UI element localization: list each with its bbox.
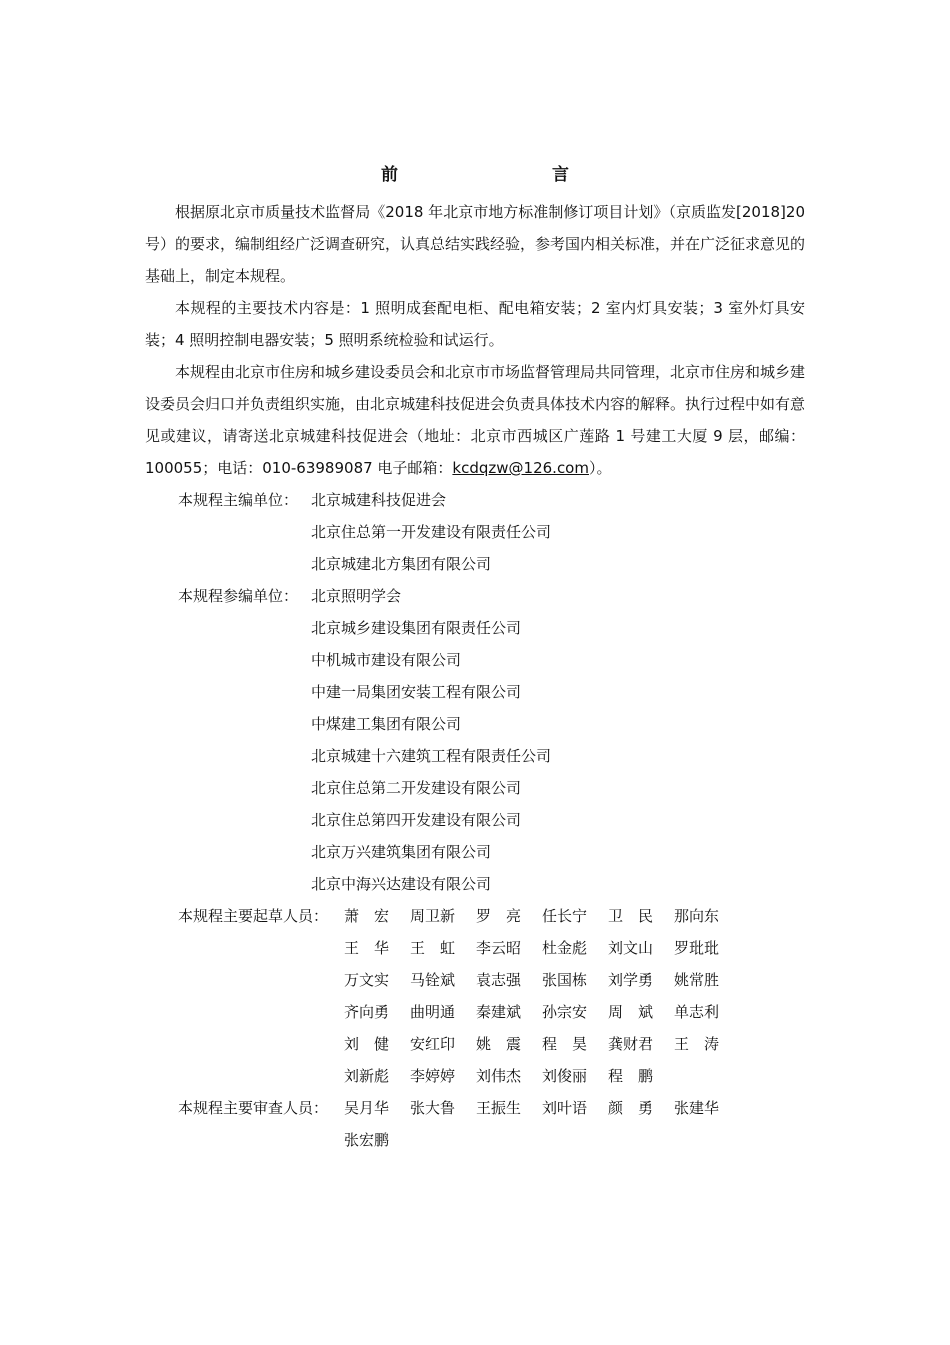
participant-unit: 中机城市建设有限公司 — [311, 651, 462, 669]
chief-units-block — [145, 484, 805, 580]
document-body — [145, 196, 805, 1156]
drafter-name: 姚 震 — [476, 1035, 522, 1053]
drafter-name: 罗玭玭 — [674, 939, 720, 957]
drafter-name: 卫 民 — [608, 907, 654, 925]
drafter-name: 孙宗安 — [542, 1003, 588, 1021]
drafter-name: 程 鹏 — [608, 1067, 654, 1085]
reviewer-name: 刘叶语 — [542, 1099, 588, 1117]
drafter-name: 李婷婷 — [410, 1067, 456, 1085]
drafter-name: 周 斌 — [608, 1003, 654, 1021]
reviewers-block — [145, 1092, 805, 1156]
drafters-list — [344, 900, 805, 1092]
drafter-name: 周卫新 — [410, 907, 456, 925]
drafter-name: 刘伟杰 — [476, 1067, 522, 1085]
drafter-name: 安红印 — [410, 1035, 456, 1053]
drafter-name: 曲明通 — [410, 1003, 456, 1021]
drafter-name: 刘俊丽 — [542, 1067, 588, 1085]
participant-unit: 北京城乡建设集团有限责任公司 — [311, 619, 522, 637]
drafter-name: 刘 健 — [344, 1035, 390, 1053]
drafter-name: 罗 亮 — [476, 907, 522, 925]
drafter-name: 刘文山 — [608, 939, 654, 957]
drafters-label: 本规程主要起草人员： — [178, 907, 329, 925]
drafter-name: 王 涛 — [674, 1035, 720, 1053]
reviewer-name: 颜 勇 — [608, 1099, 654, 1117]
participant-unit: 北京住总第四开发建设有限公司 — [311, 811, 522, 829]
drafter-name: 刘学勇 — [608, 971, 654, 989]
email-link[interactable]: kcdqzw@126.com — [452, 459, 589, 477]
drafter-name: 龚财君 — [608, 1035, 654, 1053]
paragraph-contents: 本规程的主要技术内容是：1 照明成套配电柜、配电箱安装；2 室内灯具安装；3 室外灯具安装；4 照明控制电器安装；5 照明系统检验和试运行。 — [145, 299, 805, 349]
drafter-name: 齐向勇 — [344, 1003, 390, 1021]
participant-units-label: 本规程参编单位： — [178, 587, 299, 605]
drafter-name: 姚常胜 — [674, 971, 720, 989]
drafter-name: 王 虹 — [410, 939, 456, 957]
drafter-name: 杜金彪 — [542, 939, 588, 957]
participant-unit: 中煤建工集团有限公司 — [311, 715, 462, 733]
chief-units-label: 本规程主编单位： — [178, 491, 299, 509]
drafter-name: 秦建斌 — [476, 1003, 522, 1021]
reviewer-name: 张建华 — [674, 1099, 720, 1117]
paragraph-management — [145, 356, 805, 484]
management-text: 本规程由北京市住房和城乡建设委员会和北京市市场监督管理局共同管理，北京市住房和城乡建设委员会归口并负责组织实施，由北京城建科技促进会负责具体技术内容的解释。执行过程中如有意见或建议，请寄送北京城建科技促进会（地址：北京市西城区广莲路 1 号建工大厦 9 层，邮编：100055；电话：010-63989087 电子邮箱： — [145, 363, 806, 477]
participant-unit: 北京中海兴达建设有限公司 — [311, 875, 492, 893]
chief-unit: 北京城建科技促进会 — [311, 491, 447, 509]
drafter-name: 袁志强 — [476, 971, 522, 989]
chief-unit: 北京住总第一开发建设有限责任公司 — [311, 523, 552, 541]
drafter-name: 程 昊 — [542, 1035, 588, 1053]
participant-unit: 中建一局集团安装工程有限公司 — [311, 683, 522, 701]
participant-unit: 北京照明学会 — [311, 587, 402, 605]
participant-unit: 北京万兴建筑集团有限公司 — [311, 843, 492, 861]
reviewer-name: 张大鲁 — [410, 1099, 456, 1117]
drafter-name: 单志利 — [674, 1003, 720, 1021]
chief-unit: 北京城建北方集团有限公司 — [311, 555, 492, 573]
page-title: 前 言 — [381, 165, 609, 185]
drafter-name: 刘新彪 — [344, 1067, 390, 1085]
reviewer-name: 张宏鹏 — [344, 1131, 390, 1149]
drafter-name: 萧 宏 — [344, 907, 390, 925]
drafter-name: 万文实 — [344, 971, 390, 989]
drafter-name: 马铨斌 — [410, 971, 456, 989]
reviewers-label: 本规程主要审查人员： — [178, 1099, 329, 1117]
drafters-block — [145, 900, 805, 1092]
chief-units-list — [311, 484, 805, 580]
reviewer-name: 王振生 — [476, 1099, 522, 1117]
reviewer-name: 吴月华 — [344, 1099, 390, 1117]
participant-units-block — [145, 580, 805, 900]
paragraph-basis: 根据原北京市质量技术监督局《2018 年北京市地方标准制修订项目计划》（京质监发[2018]20 号）的要求，编制组经广泛调查研究，认真总结实践经验，参考国内相关标准，并在广泛征求意见的基础上，制定本规程。 — [145, 203, 806, 285]
participant-units-list — [311, 580, 805, 900]
drafter-name: 张国栋 — [542, 971, 588, 989]
participant-unit: 北京住总第二开发建设有限公司 — [311, 779, 522, 797]
drafter-name: 那向东 — [674, 907, 720, 925]
reviewers-list — [344, 1092, 805, 1156]
drafter-name: 王 华 — [344, 939, 390, 957]
email-suffix: ）。 — [588, 459, 612, 477]
participant-unit: 北京城建十六建筑工程有限责任公司 — [311, 747, 552, 765]
drafter-name: 任长宁 — [542, 907, 588, 925]
drafter-name: 李云昭 — [476, 939, 522, 957]
